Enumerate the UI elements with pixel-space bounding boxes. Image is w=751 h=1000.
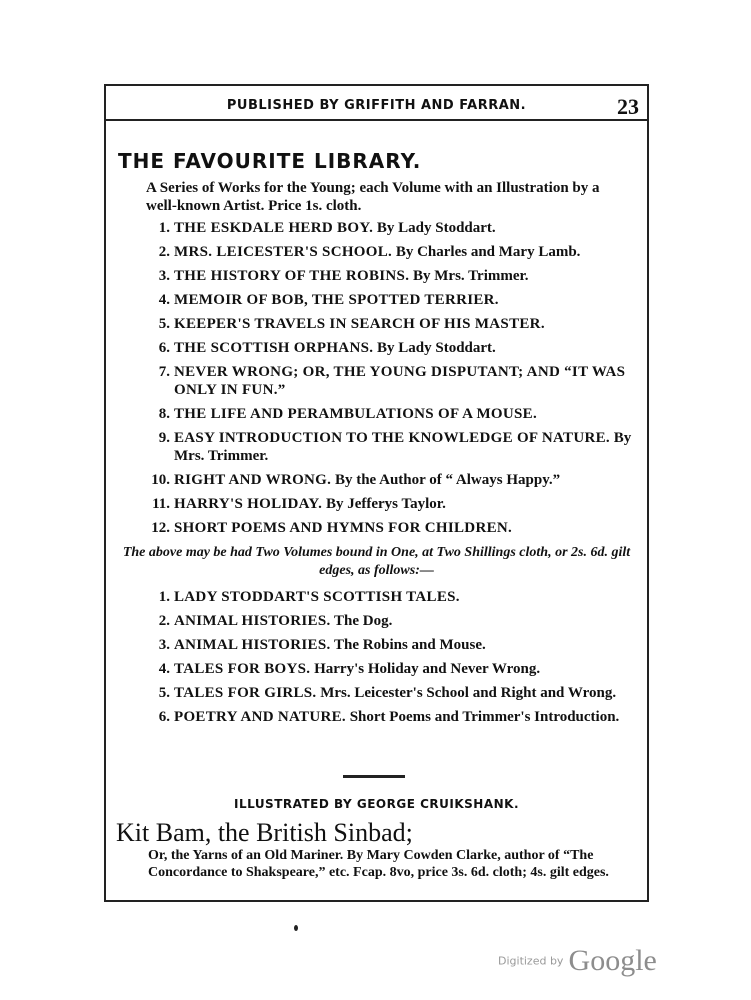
section-title: THE FAVOURITE LIBRARY. <box>118 149 422 173</box>
item-title: THE SCOTTISH ORPHANS. <box>174 340 374 356</box>
item-author: By Jefferys Taylor. <box>325 496 446 512</box>
item-author: By Charles and Mary Lamb. <box>395 244 581 260</box>
google-logo: Google <box>568 944 657 977</box>
item-number: 1. <box>158 220 170 236</box>
list-item <box>126 429 641 465</box>
item-number: 7. <box>158 364 170 380</box>
list-item <box>126 660 641 678</box>
item-author: By Lady Stoddart. <box>377 340 496 356</box>
list-item <box>126 315 641 333</box>
item-number: 5. <box>158 685 170 701</box>
item-title: SHORT POEMS AND HYMNS FOR CHILDREN. <box>174 520 513 536</box>
list-item <box>126 588 641 606</box>
item-title: NEVER WRONG; OR, THE YOUNG DISPUTANT; AND “IT WAS ONLY IN FUN.” <box>174 364 626 398</box>
item-number: 2. <box>158 244 170 260</box>
item-contents: Short Poems and Trimmer's Introduction. <box>349 709 620 725</box>
item-contents: Mrs. Leicester's School and Right and Wrong. <box>320 685 617 701</box>
list-item <box>126 405 641 423</box>
item-number: 8. <box>158 406 170 422</box>
list-item <box>126 291 641 309</box>
section-intro: A Series of Works for the Young; each Volume with an Illustration by a well-known Artist. Price 1s. cloth. <box>146 180 600 214</box>
item-number: 5. <box>158 316 170 332</box>
item-number: 1. <box>158 589 170 605</box>
item-contents: The Robins and Mouse. <box>334 637 486 653</box>
item-title: TALES FOR GIRLS. <box>174 685 317 701</box>
favourite-library-list <box>126 219 641 543</box>
book-description: Or, the Yarns of an Old Mariner. By Mary Cowden Clarke, author of “The Concordance to Shakspeare,” etc. Fcap. 8vo, price 3s. 6d. cloth; 4s. gilt edges. <box>148 848 609 880</box>
item-number: 6. <box>158 709 170 725</box>
digitized-label: Digitized by <box>498 954 564 968</box>
bound-volumes-list <box>126 588 641 732</box>
item-number: 12. <box>151 520 170 536</box>
item-title: HARRY'S HOLIDAY. <box>174 496 323 512</box>
item-title: EASY INTRODUCTION TO THE KNOWLEDGE OF NATURE. <box>174 430 610 446</box>
item-title: POETRY AND NATURE. <box>174 709 346 725</box>
digitization-watermark <box>498 944 657 978</box>
item-title: ANIMAL HISTORIES. <box>174 637 331 653</box>
item-author: By Mrs. Trimmer. <box>174 430 632 464</box>
stray-mark <box>294 925 298 931</box>
list-item <box>126 267 641 285</box>
header-rule <box>106 119 647 121</box>
item-number: 4. <box>158 292 170 308</box>
item-number: 2. <box>158 613 170 629</box>
item-number: 3. <box>158 637 170 653</box>
publisher-line: PUBLISHED BY GRIFFITH AND FARRAN. <box>226 98 527 113</box>
item-contents: Harry's Holiday and Never Wrong. <box>314 661 541 677</box>
section-divider <box>343 775 405 778</box>
list-item <box>126 636 641 654</box>
list-item <box>126 471 641 489</box>
list-item <box>126 363 641 399</box>
item-title: THE ESKDALE HERD BOY. <box>174 220 374 236</box>
item-number: 11. <box>152 496 170 512</box>
list-item <box>126 495 641 513</box>
page-number: 23 <box>617 94 639 119</box>
item-number: 10. <box>151 472 170 488</box>
list-item <box>126 612 641 630</box>
list-item <box>126 243 641 261</box>
list-item <box>126 339 641 357</box>
item-number: 3. <box>158 268 170 284</box>
item-title: MRS. LEICESTER'S SCHOOL. <box>174 244 393 260</box>
list-item <box>126 708 641 726</box>
item-contents: The Dog. <box>334 613 393 629</box>
item-title: TALES FOR BOYS. <box>174 661 311 677</box>
item-title: ANIMAL HISTORIES. <box>174 613 331 629</box>
item-title: THE LIFE AND PERAMBULATIONS OF A MOUSE. <box>174 406 537 422</box>
item-number: 9. <box>158 430 170 446</box>
item-author: By the Author of “ Always Happy.” <box>334 472 561 488</box>
list-item <box>126 219 641 237</box>
item-author: By Lady Stoddart. <box>376 220 496 236</box>
list-item <box>126 519 641 537</box>
bound-volumes-note: The above may be had Two Volumes bound in One, at Two Shillings cloth, or 2s. 6d. gilt edges, as follows:— <box>122 545 631 578</box>
illustrated-by-heading: ILLUSTRATED BY GEORGE CRUIKSHANK. <box>233 797 520 811</box>
running-header <box>106 94 647 118</box>
book-title: Kit Bam, the British Sinbad; <box>116 818 413 847</box>
item-title: MEMOIR OF BOB, THE SPOTTED TERRIER. <box>174 292 499 308</box>
item-title: THE HISTORY OF THE ROBINS. <box>174 268 410 284</box>
list-item <box>126 684 641 702</box>
item-title: RIGHT AND WRONG. <box>174 472 332 488</box>
item-title: LADY STODDART'S SCOTTISH TALES. <box>174 589 460 605</box>
item-number: 6. <box>158 340 170 356</box>
item-number: 4. <box>158 661 170 677</box>
page-frame <box>104 84 649 902</box>
item-author: By Mrs. Trimmer. <box>413 268 529 284</box>
item-title: KEEPER'S TRAVELS IN SEARCH OF HIS MASTER. <box>174 316 545 332</box>
